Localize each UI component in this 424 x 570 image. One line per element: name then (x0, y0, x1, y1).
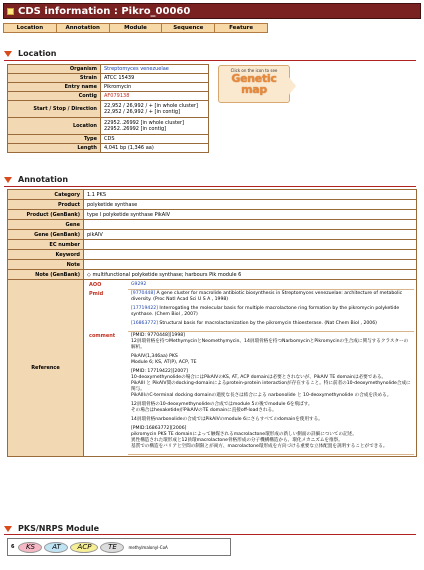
nav-sequence[interactable]: Sequence (162, 24, 215, 32)
reference-row (8, 280, 417, 457)
nav-feature[interactable]: Feature (215, 24, 267, 32)
comment-paragraph: [PMID: 17719422][2007] 10-deoxymethynolideの場合にはPikAIVのKS, AT, ACP domainは必要とされないが、PikAIV TE domainは必要である。 PikAIII と PikAIV間のdocking-domainによるprotein-protein interactionが存在すること。特に前者の10-deoxymethynolide合成に関与。 PikAIIIのC-terminal docking domainの適度な長さは結合による narbonolide と 10-deoxymethynolide の合成を決める。 (131, 369, 411, 398)
location-row (8, 144, 209, 153)
section-divider (4, 186, 416, 187)
arrow-right-icon (288, 76, 296, 96)
row-value: ATCC 15439 (101, 74, 209, 83)
pmid-link[interactable]: [17719422] (131, 306, 158, 311)
row-label: Entry name (8, 83, 101, 92)
pmid-reference: [9770448] A gene cluster for macrolide antibiotic biosynthesis in Streptomyces venezuelae: architecture of metabolic diversity. (Proc Natl Acad Sci U S A , 1998) (131, 291, 403, 302)
row-label: Category (8, 190, 84, 200)
ref-field-label: comment (86, 332, 128, 455)
row-value: Pikromycin (101, 83, 209, 92)
pmid-reference: [16863772] Structural basis for macrolactonization by the pikromycin thioesterase. (Nat Chem Biol , 2006) (131, 321, 377, 326)
ref-field-label: AOO (86, 281, 128, 290)
row-label: EC number (8, 240, 84, 250)
location-row (8, 135, 209, 144)
ref-field-label: Pmid (86, 290, 128, 332)
row-value (84, 260, 417, 270)
module-substrate: methylmalonyl-CoA (128, 544, 168, 550)
reference-table (86, 281, 414, 455)
pks-domain-at[interactable]: AT (44, 542, 68, 553)
page-title: CDS information : Pikro_00060 (18, 5, 191, 17)
location-heading: Location (4, 49, 57, 58)
comment-paragraph: 14員環骨格narbonolideの合成ではPikAIVのmodule 6にさらすべてのdomainを使用する。 (131, 417, 323, 422)
location-row (8, 74, 209, 83)
annotation-row (8, 200, 417, 210)
row-label: Note (GenBank) (8, 270, 84, 280)
nav-module[interactable]: Module (110, 24, 163, 32)
row-label: Start / Stop / Direction (8, 101, 101, 118)
row-label: Strain (8, 74, 101, 83)
row-value: 22,952 / 26,992 / + [in whole cluster] 22,952 / 26,992 / + [in contig] (101, 101, 209, 118)
annotation-row (8, 240, 417, 250)
location-row (8, 118, 209, 135)
section-divider (4, 534, 416, 535)
reference-cell (84, 280, 417, 457)
comment-paragraph: [PMID: 9770448][1998] 12員環骨格を持つMethymycinとNeomethymycin、14員環骨格を持つNarbomycinとPikromycinの生合成に関与するクラスターの解析。 (131, 333, 409, 350)
pmid-link[interactable]: [9770448] (131, 291, 156, 296)
comment-paragraph: PikAIV(1,346aa) PKS Module 6; KS, AT(P), ACP, TE (131, 354, 197, 365)
row-value: 22952..26992 [in whole cluster] 22952..26992 [in contig] (101, 118, 209, 135)
row-value: pikAIV (84, 230, 417, 240)
row-label: Contig (8, 92, 101, 101)
annotation-row (8, 260, 417, 270)
row-value: 4,041 bp (1,346 aa) (101, 144, 209, 153)
row-value: type I polyketide synthase PikAIV (84, 210, 417, 220)
row-value (84, 250, 417, 260)
collapse-triangle-icon[interactable] (4, 177, 12, 183)
bullet-icon: ◇ (87, 271, 93, 278)
module-number: 6 (11, 544, 15, 550)
annotation-table (7, 189, 417, 457)
annotation-heading: Annotation (4, 175, 68, 184)
note-text: multifunctional polyketide synthase; harbours Pik module 6 (92, 271, 242, 278)
row-label: Organism (8, 65, 101, 74)
annotation-row (8, 210, 417, 220)
pks-domain-te[interactable]: TE (100, 542, 124, 553)
row-value: CDS (101, 135, 209, 144)
row-value (84, 240, 417, 250)
title-icon (7, 8, 14, 15)
pks-module-row (7, 538, 231, 556)
location-row (8, 101, 209, 118)
location-row (8, 65, 209, 74)
pks-domain-acp[interactable]: ACP (70, 542, 98, 553)
row-label: Gene (GenBank) (8, 230, 84, 240)
annotation-row (8, 220, 417, 230)
pks-domain-ks[interactable]: KS (18, 542, 42, 553)
row-label: Length (8, 144, 101, 153)
row-label: Reference (8, 280, 84, 457)
row-value[interactable]: Streptomyces venezuelae (101, 65, 209, 74)
row-value (84, 270, 417, 280)
row-value: polyketide synthase (84, 200, 417, 210)
genetic-map-button[interactable]: Click on the icon to see Genetic map (218, 65, 290, 103)
annotation-row (8, 230, 417, 240)
comment-paragraph: [PMID:16863772][2006] pikromycin PKS TE domainによって触媒されるmacrolactone環形成の新しい側面の詳細についての記述。 異性構造された環形成と12員環macrolactone骨格形成の分子機構構造から、環化メカニズムを推察。 基質での構造をバリアと空間の制限とが両方、macrolactone環形成を方向づける重要な立体配置を説明することができる。 (131, 426, 388, 449)
title-bar (3, 3, 421, 19)
comment-paragraph: 12員環骨格の10-deoxymethynolideの合成ではmodule 5の後でmodule 6を飛ばす。 その場合はhexaketideがPikAIVのTE domainに直接off-loadされる。 (131, 402, 313, 413)
row-label: Product (8, 200, 84, 210)
section-nav (3, 23, 268, 33)
pks-heading: PKS/NRPS Module (4, 524, 99, 533)
location-row (8, 83, 209, 92)
row-label: Location (8, 118, 101, 135)
collapse-triangle-icon[interactable] (4, 51, 12, 57)
row-value: 1.1 PKS (84, 190, 417, 200)
row-label: Product (GenBank) (8, 210, 84, 220)
pmid-link[interactable]: [16863772] (131, 321, 158, 326)
annotation-row (8, 270, 417, 280)
nav-annotation[interactable]: Annotation (57, 24, 110, 32)
pmid-reference: [17719422] Interrogating the molecular basis for multiple macrolactone ring formation by the pikromycin polyketide synthase. (Chem Biol , 2007) (131, 306, 400, 317)
row-value[interactable]: AF079138 (101, 92, 209, 101)
row-label: Gene (8, 220, 84, 230)
collapse-triangle-icon[interactable] (4, 526, 12, 532)
location-row (8, 92, 209, 101)
row-label: Type (8, 135, 101, 144)
section-divider (4, 60, 416, 61)
aoo-link[interactable]: G9292 (131, 282, 147, 287)
annotation-row (8, 250, 417, 260)
row-value (84, 220, 417, 230)
row-label: Keyword (8, 250, 84, 260)
row-label: Note (8, 260, 84, 270)
annotation-row (8, 190, 417, 200)
location-table (7, 64, 209, 153)
nav-location[interactable]: Location (4, 24, 57, 32)
